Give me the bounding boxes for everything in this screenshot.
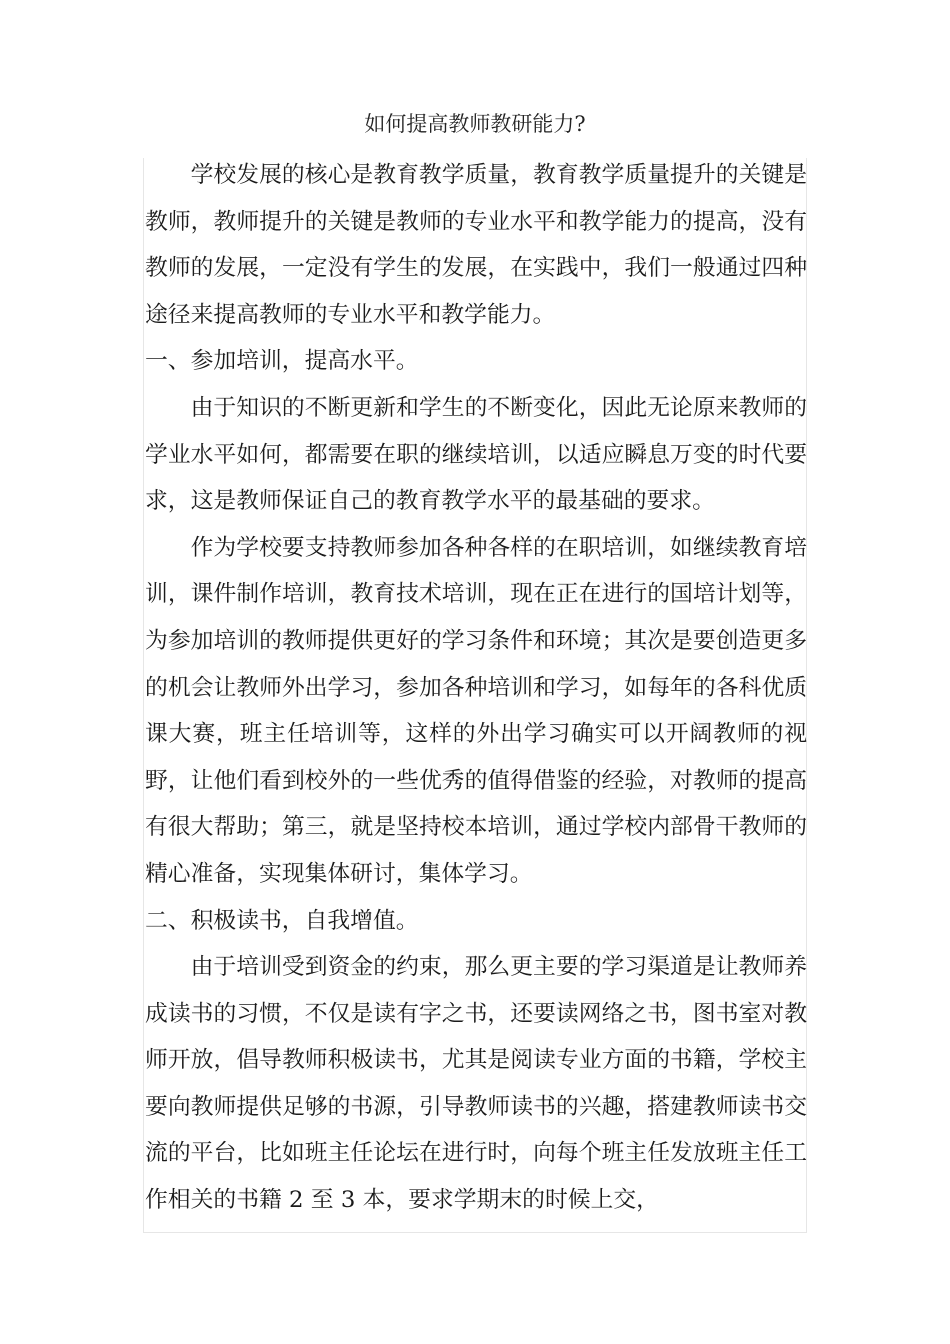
document-title: 如何提高教师教研能力? <box>364 112 586 136</box>
section-heading-1: 一、参加培训，提高水平。 <box>145 348 419 375</box>
paragraph-intro: 学校发展的核心是教育教学质量，教育教学质量提升的关键是教师，教师提升的关键是教师的专业水平和教学能力的提高，没有教师的发展，一定没有学生的发展，在实践中，我们一般通过四种途径来提高教师的专业水平和教学能力。 <box>145 162 807 328</box>
paragraph-reading: 由于培训受到资金的约束，那么更主要的学习渠道是让教师养成读书的习惯，不仅是读有字之书，还要读网络之书，图书室对教师开放，倡导教师积极读书，尤其是阅读专业方面的书籍，学校主要向教师提供足够的书源，引导教师读书的兴趣，搭建教师读书交流的平台，比如班主任论坛在进行时，向每个班主任发放班主任工作相关的书籍 2 至 3 本，要求学期末的时候上交， <box>145 954 807 1214</box>
document-body <box>145 152 807 1224</box>
paragraph-training-methods: 作为学校要支持教师参加各种各样的在职培训，如继续教育培训，课件制作培训，教育技术培训，现在正在进行的国培计划等，为参加培训的教师提供更好的学习条件和环境；其次是要创造更多的机会让教师外出学习，参加各种培训和学习，如每年的各科优质课大赛，班主任培训等，这样的外出学习确实可以开阔教师的视野，让他们看到校外的一些优秀的值得借鉴的经验，对教师的提高有很大帮助；第三，就是坚持校本培训，通过学校内部骨干教师的精心准备，实现集体研讨，集体学习。 <box>145 534 807 887</box>
section-heading-2: 二、积极读书，自我增值。 <box>145 907 419 934</box>
paragraph-training-reason: 由于知识的不断更新和学生的不断变化，因此无论原来教师的学业水平如何，都需要在职的继续培训，以适应瞬息万变的时代要求，这是教师保证自己的教育教学水平的最基础的要求。 <box>145 394 807 515</box>
